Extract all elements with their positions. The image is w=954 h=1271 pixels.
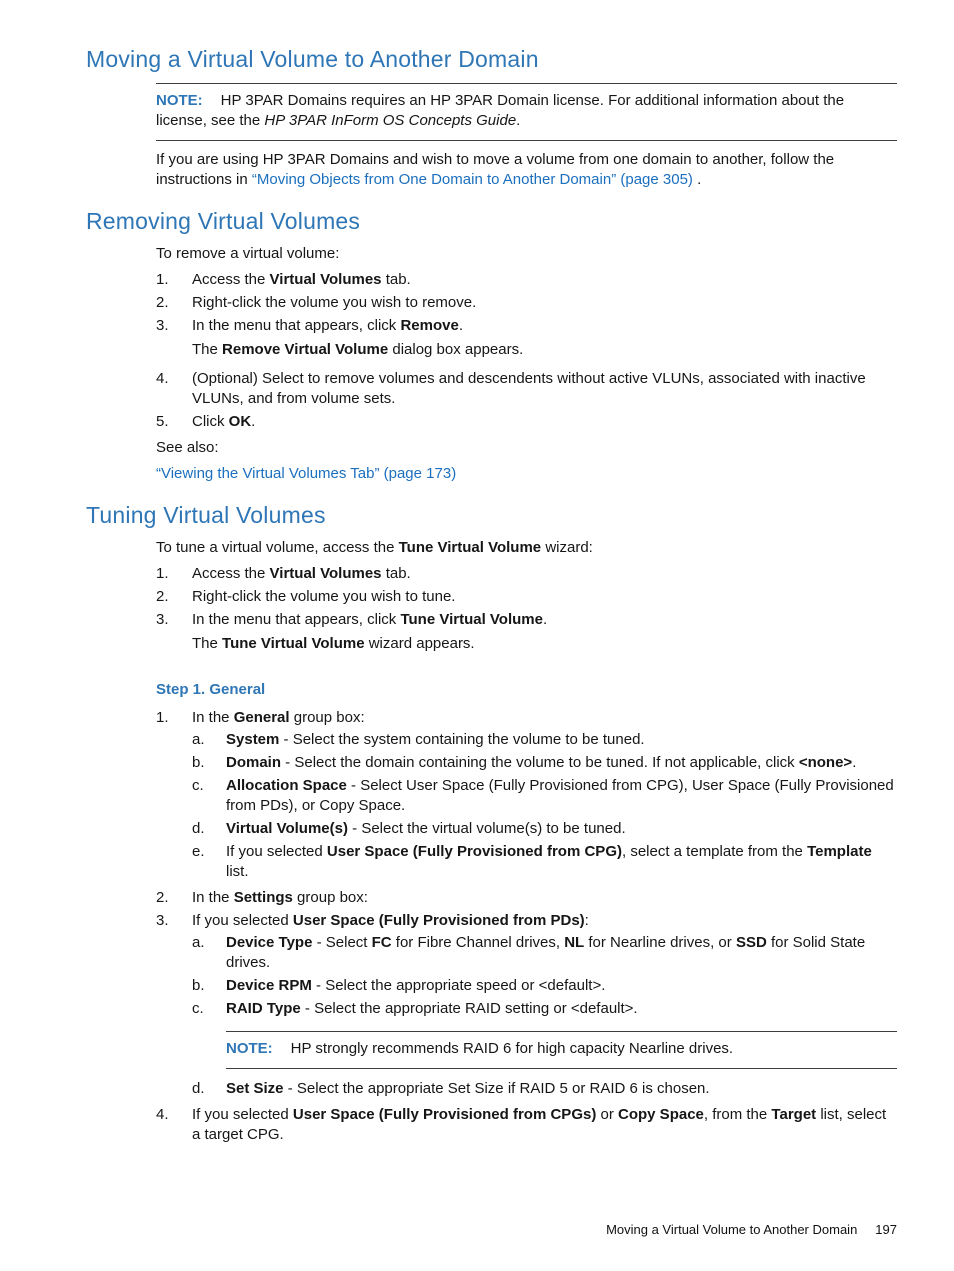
list-marker: a. bbox=[192, 934, 205, 951]
text-segment: In the bbox=[192, 709, 234, 726]
text-segment: Right-click the volume you wish to remove. bbox=[192, 294, 477, 311]
list-marker: 2. bbox=[156, 294, 169, 311]
section-heading-tuning: Tuning Virtual Volumes bbox=[86, 502, 326, 528]
list-marker: d. bbox=[192, 820, 205, 837]
list-item-text bbox=[192, 316, 897, 366]
text-segment: Allocation Space bbox=[226, 777, 347, 794]
text-segment: OK bbox=[228, 413, 252, 430]
list-marker: c. bbox=[192, 777, 204, 794]
text-segment: dialog box appears. bbox=[388, 341, 524, 358]
text-segment: - Select the domain containing the volume to be tuned. If not applicable, click bbox=[281, 754, 799, 771]
text-segment: The bbox=[192, 635, 223, 652]
text-segment: Tune Virtual Volume bbox=[400, 611, 543, 628]
text-segment: General bbox=[233, 709, 290, 726]
note-text bbox=[226, 1039, 897, 1059]
intro-text: To remove a virtual volume: bbox=[156, 245, 340, 262]
list-item-text bbox=[226, 1079, 897, 1099]
list-marker: 3. bbox=[156, 611, 169, 628]
list-item-text bbox=[226, 933, 897, 973]
list-marker: c. bbox=[192, 1000, 204, 1017]
text-segment: HP 3PAR Domains requires an HP 3PAR Domain license. For additional information about the license, see the bbox=[156, 92, 845, 129]
text-segment: Right-click the volume you wish to tune. bbox=[192, 588, 456, 605]
text-segment: Access the bbox=[192, 565, 270, 582]
list-item-subtext bbox=[192, 634, 897, 654]
text-segment: for Nearline drives, or bbox=[584, 934, 736, 951]
list-item-text bbox=[192, 708, 897, 728]
text-segment: User Space (Fully Provisioned from CPGs) bbox=[292, 1106, 597, 1123]
text-segment: Device RPM bbox=[226, 977, 312, 994]
text-segment: Copy Space bbox=[618, 1106, 704, 1123]
list-marker: 3. bbox=[156, 317, 169, 334]
text-segment: User Space (Fully Provisioned from CPG) bbox=[326, 843, 622, 860]
text-segment: wizard: bbox=[541, 539, 593, 556]
see-also-text: See also: bbox=[156, 439, 219, 456]
text-segment: SSD bbox=[735, 934, 767, 951]
section-body-tuning bbox=[156, 538, 897, 1145]
list-marker: 4. bbox=[156, 1106, 169, 1123]
text-segment: Click bbox=[192, 413, 229, 430]
list-item-text bbox=[192, 610, 897, 630]
text-segment: or bbox=[596, 1106, 619, 1123]
text-segment: wizard appears. bbox=[364, 635, 475, 652]
text-segment: (Optional) Select to remove volumes and descendents without active VLUNs, associated with inactive VLUNs, and from volume sets. bbox=[192, 370, 866, 407]
sub-list-item bbox=[192, 819, 897, 839]
text-segment: HP 3PAR InForm OS Concepts Guide bbox=[264, 112, 517, 129]
note-text bbox=[156, 91, 897, 131]
sub-list-item bbox=[192, 842, 897, 882]
list-item-text bbox=[226, 842, 897, 882]
text-segment: list. bbox=[226, 863, 249, 880]
text-segment: If you selected bbox=[192, 1106, 293, 1123]
text-segment: . bbox=[542, 611, 548, 628]
text-segment: tab. bbox=[381, 565, 411, 582]
list-item-text bbox=[192, 708, 897, 885]
sub-list-item bbox=[192, 933, 897, 973]
sub-list-item bbox=[192, 730, 897, 750]
text-segment: . bbox=[692, 171, 702, 188]
list-item-text bbox=[192, 911, 897, 1102]
section-heading-removing: Removing Virtual Volumes bbox=[86, 208, 361, 234]
text-segment: System bbox=[226, 731, 280, 748]
page-footer bbox=[606, 1222, 897, 1237]
text-segment: In the menu that appears, click bbox=[192, 611, 401, 628]
sub-list-item bbox=[192, 999, 897, 1019]
text-segment: RAID Type bbox=[226, 1000, 301, 1017]
text-segment: list, select a target CPG. bbox=[192, 1106, 887, 1143]
section-body-removing bbox=[156, 244, 897, 484]
list-item bbox=[156, 587, 897, 607]
text-segment: - Select the system containing the volume to be tuned. bbox=[279, 731, 645, 748]
list-marker: e. bbox=[192, 843, 205, 860]
list-item bbox=[156, 316, 897, 366]
list-item-text bbox=[226, 819, 897, 839]
list-marker: 4. bbox=[156, 370, 169, 387]
text-segment: Remove bbox=[400, 317, 459, 334]
text-segment: Target bbox=[771, 1106, 817, 1123]
list-item-text bbox=[192, 316, 897, 336]
text-segment: Virtual Volumes bbox=[269, 565, 382, 582]
text-segment: - Select User Space (Fully Provisioned from CPG), User Space (Fully Provisioned from PDs), or Copy Space. bbox=[226, 777, 894, 814]
list-marker: a. bbox=[192, 731, 205, 748]
list-item-text bbox=[192, 369, 897, 409]
text-segment: In the menu that appears, click bbox=[192, 317, 401, 334]
text-segment: tab. bbox=[381, 271, 411, 288]
list-item bbox=[156, 1105, 897, 1145]
list-item-text bbox=[226, 753, 897, 773]
text-segment: for Solid State drives. bbox=[226, 934, 866, 971]
text-segment: , from the bbox=[703, 1106, 772, 1123]
text-segment: - Select the appropriate speed or <default>. bbox=[311, 977, 606, 994]
text-segment: Virtual Volumes bbox=[269, 271, 382, 288]
list-item-text bbox=[192, 888, 897, 908]
list-marker: 2. bbox=[156, 889, 169, 906]
text-segment: FC bbox=[371, 934, 392, 951]
text-segment: Domain bbox=[226, 754, 282, 771]
text-segment: <none> bbox=[798, 754, 853, 771]
list-item-text bbox=[226, 776, 897, 816]
list-item bbox=[156, 369, 897, 409]
list-item-text bbox=[192, 1105, 897, 1145]
doc-link[interactable]: “Moving Objects from One Domain to Another Domain” (page 305) bbox=[251, 171, 693, 188]
text-segment: In the bbox=[192, 889, 234, 906]
text-segment: NL bbox=[564, 934, 585, 951]
list-item-text bbox=[192, 270, 897, 290]
list-item-text bbox=[192, 911, 897, 931]
list-item bbox=[156, 708, 897, 885]
text-segment: Tune Virtual Volume bbox=[222, 635, 365, 652]
list-marker: 2. bbox=[156, 588, 169, 605]
paragraph bbox=[156, 150, 897, 190]
list-item bbox=[156, 270, 897, 290]
list-marker: 1. bbox=[156, 271, 169, 288]
text-segment: . bbox=[852, 754, 857, 771]
list-item bbox=[156, 888, 897, 908]
list-marker: d. bbox=[192, 1080, 205, 1097]
text-segment: . bbox=[516, 112, 521, 129]
list-item bbox=[156, 610, 897, 660]
sub-list-item bbox=[192, 1079, 897, 1099]
list-marker: b. bbox=[192, 754, 205, 771]
text-segment: The bbox=[192, 341, 223, 358]
list-item-text bbox=[226, 999, 897, 1019]
text-segment: group box: bbox=[289, 709, 365, 726]
text-segment: If you selected bbox=[192, 912, 293, 929]
list-marker: 1. bbox=[156, 565, 169, 582]
note-box bbox=[226, 1031, 897, 1069]
text-segment: for Fibre Channel drives, bbox=[391, 934, 565, 951]
intro-text bbox=[156, 538, 897, 558]
text-segment: Remove Virtual Volume bbox=[222, 341, 389, 358]
list-marker: 3. bbox=[156, 912, 169, 929]
sub-list-item bbox=[192, 776, 897, 816]
list-item-text bbox=[192, 293, 897, 313]
note-label: NOTE: bbox=[156, 92, 203, 109]
text-segment: If you selected bbox=[226, 843, 327, 860]
list-marker: 5. bbox=[156, 413, 169, 430]
text-segment: Settings bbox=[233, 889, 293, 906]
text-segment: . bbox=[458, 317, 463, 334]
text-segment: HP strongly recommends RAID 6 for high capacity Nearline drives. bbox=[290, 1040, 734, 1057]
list-item bbox=[156, 911, 897, 1102]
text-segment: Set Size bbox=[226, 1080, 284, 1097]
footer-section-title: Moving a Virtual Volume to Another Domain bbox=[606, 1222, 858, 1237]
list-item bbox=[156, 293, 897, 313]
text-segment: Virtual Volume(s) bbox=[226, 820, 348, 837]
text-segment: : bbox=[584, 912, 589, 929]
text-segment: Access the bbox=[192, 271, 270, 288]
section-body-moving bbox=[156, 83, 897, 190]
list-item bbox=[156, 412, 897, 432]
list-marker: 1. bbox=[156, 709, 169, 726]
step-heading: Step 1. General bbox=[156, 681, 266, 698]
list-item-text bbox=[192, 412, 897, 432]
text-segment: , select a template from the bbox=[621, 843, 808, 860]
text-segment: - Select the virtual volume(s) to be tuned. bbox=[347, 820, 626, 837]
text-segment: - Select the appropriate Set Size if RAID 5 or RAID 6 is chosen. bbox=[283, 1080, 710, 1097]
list-marker: b. bbox=[192, 977, 205, 994]
text-segment: User Space (Fully Provisioned from PDs) bbox=[292, 912, 585, 929]
list-item-text bbox=[226, 976, 897, 996]
text-segment: Device Type bbox=[226, 934, 313, 951]
doc-link[interactable]: “Viewing the Virtual Volumes Tab” (page 173) bbox=[156, 465, 457, 482]
list-item bbox=[156, 564, 897, 584]
note-box bbox=[156, 83, 897, 141]
text-segment: Template bbox=[807, 843, 872, 860]
list-item-text bbox=[192, 587, 897, 607]
list-item-text bbox=[192, 610, 897, 660]
note-label: NOTE: bbox=[226, 1040, 273, 1057]
list-item-subtext bbox=[192, 340, 897, 360]
text-segment: - Select bbox=[312, 934, 372, 951]
list-item-text bbox=[226, 730, 897, 750]
text-segment: - Select the appropriate RAID setting or <default>. bbox=[300, 1000, 638, 1017]
text-segment: Tune Virtual Volume bbox=[398, 539, 542, 556]
text-segment: . bbox=[251, 413, 256, 430]
text-segment: If you are using HP 3PAR Domains and wish to move a volume from one domain to another, follow the instructions in bbox=[156, 151, 835, 188]
sub-list-item bbox=[192, 976, 897, 996]
section-heading-moving: Moving a Virtual Volume to Another Domain bbox=[86, 46, 539, 72]
see-also-link-line bbox=[156, 464, 897, 484]
text-segment: To tune a virtual volume, access the bbox=[156, 539, 399, 556]
sub-list-item bbox=[192, 753, 897, 773]
footer-page-number: 197 bbox=[875, 1222, 897, 1237]
text-segment: group box: bbox=[292, 889, 368, 906]
list-item-text bbox=[192, 564, 897, 584]
